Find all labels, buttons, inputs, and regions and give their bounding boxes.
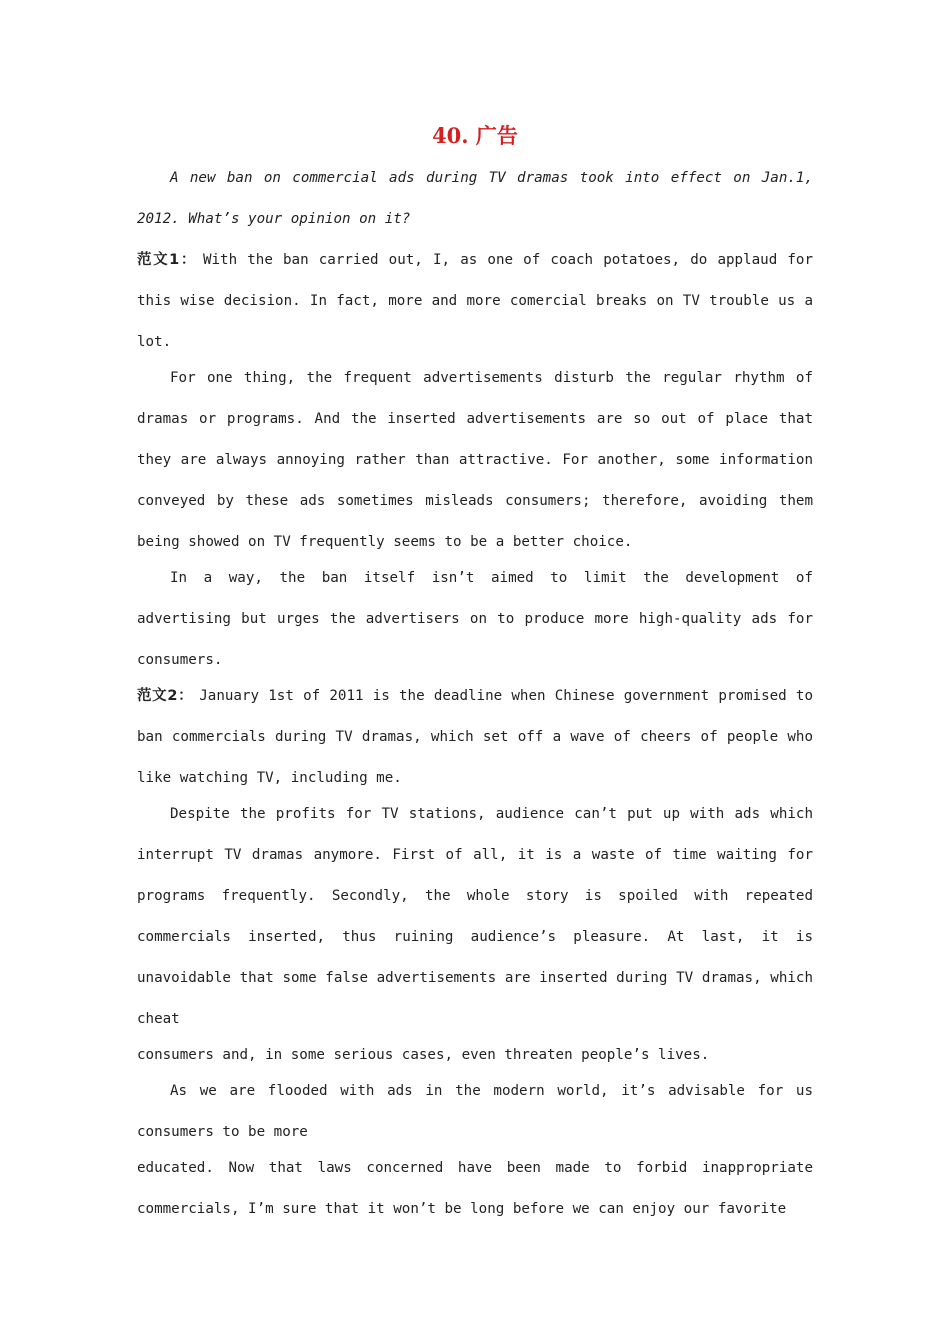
essay2-label: 范文2：	[137, 688, 194, 704]
document-page	[137, 118, 813, 1230]
essay2-paragraph-3: As we are flooded with ads in the modern world, it’s advisable for us consumers to be more	[137, 1083, 813, 1140]
essay2-paragraph-2: Despite the profits for TV stations, audience can’t put up with ads which interrupt TV dramas anymore. First of all, it is a waste of time waiting for programs frequently. Secondly, the whole story is spoiled with repeated commercials inserted, thus ruining audience’s pleasure. At last, it is unavoidable that some false advertisements are inserted during TV dramas, which cheat	[137, 806, 813, 1027]
essay1-p1-text: With the ban carried out, I, as one of coach potatoes, do applaud for this wise decision. In fact, more and more comercial breaks on TV trouble us a lot.	[137, 252, 813, 350]
essay-prompt: A new ban on commercial ads during TV dramas took into effect on Jan.1, 2012. What’s your opinion on it?	[137, 170, 813, 227]
essay2-paragraph-3-continued: educated. Now that laws concerned have been made to forbid inappropriate commercials, I’m sure that it won’t be long before we can enjoy our favorite	[137, 1160, 813, 1217]
essay2-p1-text: January 1st of 2011 is the deadline when Chinese government promised to ban commercials during TV dramas, which set off a wave of cheers of people who like watching TV, including me.	[137, 688, 813, 786]
essay2-paragraph-1	[137, 676, 813, 799]
essay1-label: 范文1：	[137, 252, 197, 268]
essay1-paragraph-2: For one thing, the frequent advertisements disturb the regular rhythm of dramas or programs. And the inserted advertisements are so out of place that they are always annoying rather than attractive. For another, some information conveyed by these ads sometimes misleads consumers; therefore, avoiding them being showed on TV frequently seems to be a better choice.	[137, 370, 813, 550]
essay2-paragraph-2-continued: consumers and, in some serious cases, even threaten people’s lives.	[137, 1047, 710, 1063]
essay1-paragraph-1	[137, 240, 813, 363]
essay1-paragraph-3: In a way, the ban itself isn’t aimed to limit the development of advertising but urges the advertisers on to produce more high-quality ads for consumers.	[137, 570, 813, 668]
document-title: 40. 广告	[432, 123, 518, 148]
